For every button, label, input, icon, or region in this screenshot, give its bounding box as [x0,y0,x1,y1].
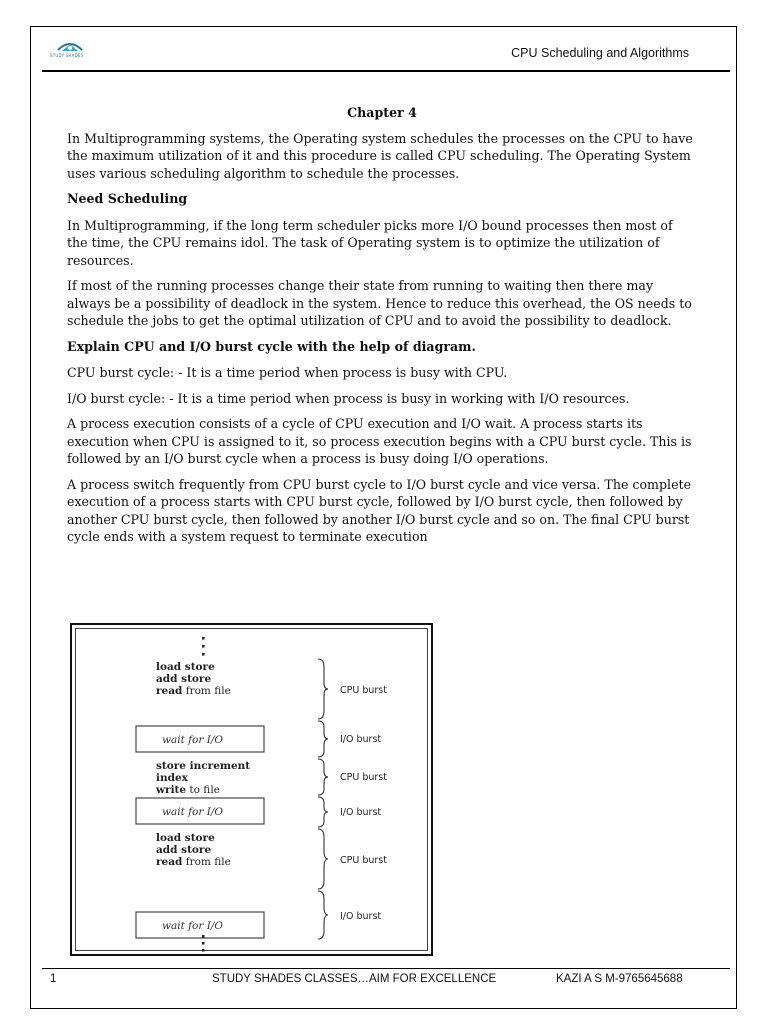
braces [318,659,328,939]
logo-text: STUDY SHADES [50,53,84,58]
study-shades-logo [52,36,88,62]
chapter-title: Chapter 4 [347,105,417,120]
need-paragraph-1: In Multiprogramming, if the long term scheduler picks more I/O bound processes then most of the time, the CPU remains idol. The task of Operating system is to optimize the utilization of resources. [67,217,673,268]
block2-line2: index [156,772,188,784]
block3-line3: read from file [156,856,231,868]
wait-box-3-label: wait for I/O [162,920,224,932]
io-burst-label-1: I/O burst [340,734,382,745]
need-scheduling-heading: Need Scheduling [67,191,188,206]
block2-line1: store increment [156,760,251,772]
footer-divider [42,968,730,969]
top-ellipsis [202,637,205,656]
io-burst-definition: I/O burst cycle: - It is a time period when process is busy in working with I/O resources. [67,390,630,406]
burst-cycle-diagram [70,623,433,956]
wait-box-2-label: wait for I/O [162,806,224,818]
cpu-burst-definition: CPU burst cycle: - It is a time period when process is busy with CPU. [67,365,508,380]
document-body [67,104,697,554]
block1-line2: add store [156,673,212,685]
intro-paragraph: In Multiprogramming systems, the Operating system schedules the processes on the CPU to have the maximum utilization of it and this procedure is called CPU scheduling. The Operating System uses various scheduling algorithm to schedule the processes. [67,130,693,181]
header-title: CPU Scheduling and Algorithms [511,46,689,60]
block3-line2: add store [156,844,212,856]
footer-tagline: STUDY SHADES CLASSES…AIM FOR EXCELLENCE [212,973,497,985]
block1-line3: read from file [156,685,231,697]
cpu-burst-label-1: CPU burst [340,685,387,696]
footer-page-number: 1 [50,973,57,985]
wait-box-1-label: wait for I/O [162,734,224,746]
header-divider [42,70,730,72]
need-paragraph-2: If most of the running processes change their state from running to waiting then there may always be a possibility of deadlock in the system. Hence to reduce this overhead, the OS needs to schedule the jobs to get the optimal utilization of CPU and to avoid the possibility to deadlock. [67,278,692,328]
io-burst-label-3: I/O burst [340,911,382,922]
bottom-ellipsis [202,935,205,952]
block2-line3: write to file [156,784,220,796]
io-burst-label-2: I/O burst [340,807,382,818]
block1-line1: load store [156,661,215,673]
switch-paragraph: A process switch frequently from CPU burst cycle to I/O burst cycle and vice versa. The complete execution of a process starts with CPU burst cycle, followed by I/O burst cycle, then followed by another CPU burst cycle, then followed by another I/O burst cycle and so on. The final CPU burst cycle ends with a system request to terminate execution [67,476,692,544]
burst-cycle-heading: Explain CPU and I/O burst cycle with the help of diagram. [67,338,476,354]
footer-author: KAZI A S M-9765645688 [556,973,683,985]
execution-paragraph: A process execution consists of a cycle of CPU execution and I/O wait. A process starts its execution when CPU is assigned to it, so process execution begins with a CPU burst cycle. This is followed by an I/O burst cycle when a process is busy doing I/O operations. [67,416,692,466]
cpu-burst-label-3: CPU burst [340,855,387,866]
diagram-canvas [72,625,431,954]
block3-line1: load store [156,832,215,844]
cpu-burst-label-2: CPU burst [340,772,387,783]
